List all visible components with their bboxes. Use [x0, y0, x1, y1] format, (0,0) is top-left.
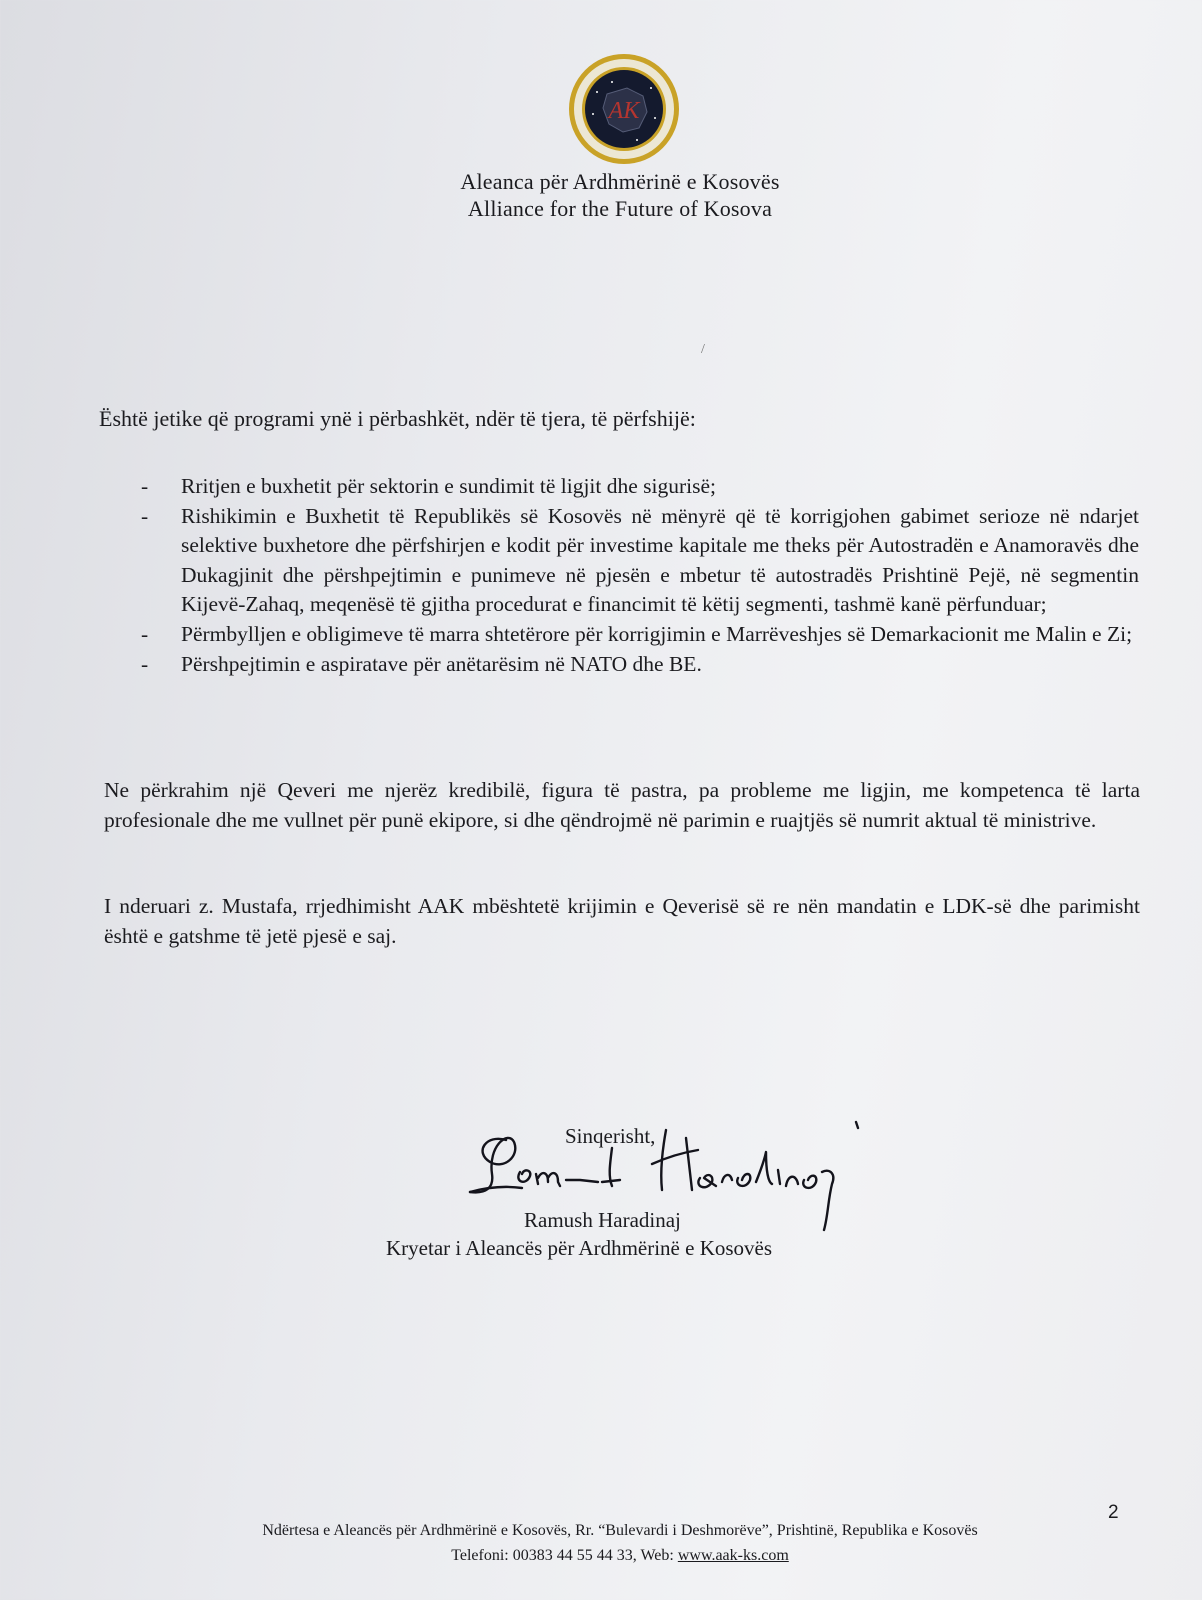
list-item: - Përmbylljen e obligimeve të marra shtetërore për korrigjimin e Marrëveshjes së Demarkacionit me Malin e Zi; — [141, 620, 1139, 650]
page-number: 2 — [1108, 1502, 1119, 1523]
dash-bullet: - — [141, 621, 149, 646]
website-link[interactable]: www.aak-ks.com — [677, 1547, 789, 1564]
aak-seal-logo — [567, 52, 681, 166]
dash-bullet: - — [141, 651, 149, 676]
scan-mark: / — [701, 342, 705, 357]
dash-bullet: - — [141, 503, 149, 528]
org-name-albanian: Aleanca për Ardhmërinë e Kosovës — [460, 169, 780, 194]
svg-text:AK: AK — [608, 98, 640, 124]
support-paragraph: Ne përkrahim një Qeveri me njerëz kredibilë, figura të pastra, pa probleme me ligjin, me kompetenca të larta profesionale dhe me vullnet për punë ekipore, si dhe qëndrojmë në parimin e ruajtjës së numrit aktual të ministrive. — [104, 778, 1140, 832]
program-list — [141, 472, 1139, 679]
signer-title: Kryetar i Aleancës për Ardhmërinë e Kosovës — [386, 1236, 773, 1260]
closing-salutation: Sinqerisht, — [565, 1124, 656, 1148]
conclusion-paragraph: I nderuari z. Mustafa, rrjedhimisht AAK mbështetë krijimin e Qeverisë së re nën mandatin e LDK-së dhe parimisht është e gatshme të jetë pjesë e saj. — [104, 894, 1140, 948]
dash-bullet: - — [141, 474, 149, 498]
list-item: - Rritjen e buxhetit për sektorin e sundimit të ligjit dhe sigurisë; — [141, 472, 1139, 502]
footer-contact — [0, 1547, 1202, 1565]
footer-phone: Telefoni: 00383 44 55 44 33, Web: — [451, 1547, 678, 1564]
signer-name: Ramush Haradinaj — [524, 1208, 681, 1232]
org-name-english: Alliance for the Future of Kosova — [467, 196, 773, 221]
intro-sentence: Është jetike që programi ynë i përbashkët, ndër të tjera, të përfshijë: — [99, 406, 696, 431]
list-item: - Rishikimin e Buxhetit të Republikës së Kosovës në mënyrë që të korrigjohen gabimet serioze në ndarjet selektive buxhetore dhe përfshirjen e kodit për investime kapitale me theks për Autostradën e Anamoravës dhe Dukagjinit dhe përshpejtimin e punimeve në pjesën e mbetur të autostradës Prishtinë Pejë, në segmentin Kijevë-Zahaq, meqenësë të gjitha procedurat e financimit të këtij segmenti, tashmë kanë përfunduar; — [141, 503, 1139, 617]
list-item: - Përshpejtimin e aspiratave për anëtarësim në NATO dhe BE. — [141, 650, 1139, 680]
footer-address: Ndërtesa e Aleancës për Ardhmërinë e Kosovës, Rr. “Bulevardi i Deshmorëve”, Prishtinë, Republika e Kosovës — [262, 1522, 978, 1539]
